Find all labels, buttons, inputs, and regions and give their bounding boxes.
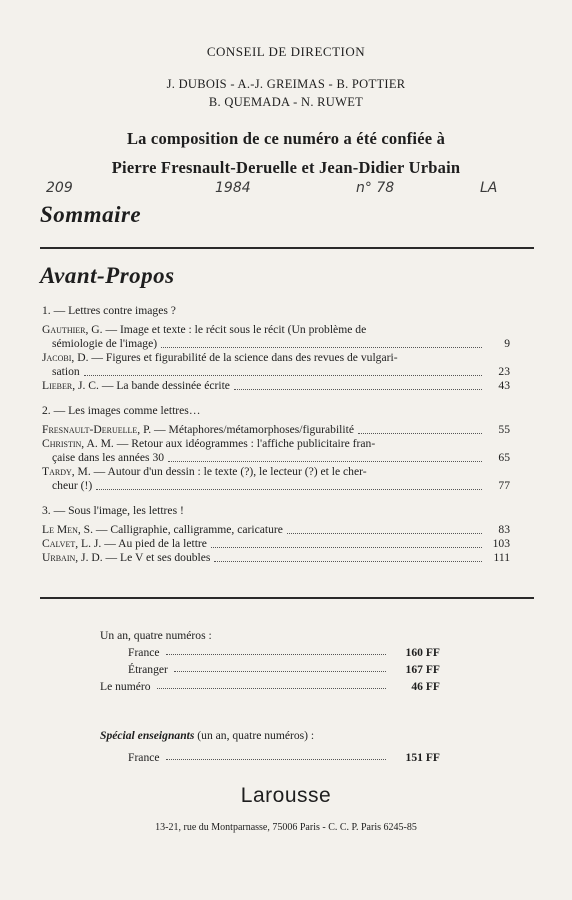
entry-page: 23 (498, 365, 510, 378)
entry-title-line: sation (52, 365, 80, 378)
price-label: Étranger (128, 663, 168, 676)
price-row-etranger (100, 659, 440, 676)
toc-entry-gauthier (42, 323, 510, 351)
section-title: 1. — Lettres contre images ? (42, 304, 176, 317)
section-title: 3. — Sous l'image, les lettres ! (42, 504, 184, 517)
board-members-line-2: B. QUEMADA - N. RUWET (208, 95, 364, 109)
entry-title-line: cheur (!) (52, 479, 93, 492)
entry-title-line: çaise dans les années 30 (52, 451, 165, 464)
section-1 (42, 304, 510, 393)
entry-author: Jacobi, D. (42, 351, 89, 364)
price-label: France (128, 751, 160, 764)
toc-entry-tardy (42, 465, 510, 493)
special-heading-rest: (un an, quatre numéros) : (197, 729, 315, 742)
handwritten-note-initials: LA (480, 180, 498, 196)
entry-title-line: — La bande dessinée écrite (101, 379, 230, 392)
toc-entry-urbain (42, 551, 510, 565)
entry-author: Calvet, L. J. (42, 537, 102, 550)
composition-line-1: La composition de ce numéro a été confiée à (126, 129, 446, 148)
price-row-france (100, 642, 440, 659)
subscription-prices (100, 625, 440, 764)
toc-entry-christin (42, 437, 510, 465)
toc-entry-jacobi (42, 351, 510, 379)
entry-page: 9 (504, 337, 510, 350)
entry-title-line: — Au pied de la lettre (104, 537, 207, 550)
entry-title-line: — Autour d'un dessin : le texte (?), le lecteur (?) et le cher- (93, 465, 367, 478)
entry-author: Urbain, J. D. (42, 551, 103, 564)
board-members-line-1: J. DUBOIS - A.-J. GREIMAS - B. POTTIER (166, 77, 406, 91)
entry-page: 77 (498, 479, 510, 492)
entry-author: Gauthier, G. (42, 323, 103, 336)
entry-author: Le Men, S. (42, 523, 93, 536)
entry-page: 55 (498, 423, 510, 436)
entry-title-line: — Image et texte : le récit sous le récit (Un problème de (105, 323, 367, 336)
subscription-heading: Un an, quatre numéros : (100, 629, 212, 642)
divider-bottom (40, 597, 534, 599)
entry-title-line: — Calligraphie, calligramme, caricature (95, 523, 283, 536)
entry-page: 65 (498, 451, 510, 464)
entry-author: Fresnault-Deruelle, P. (42, 423, 152, 436)
composition-line-2: Pierre Fresnault-Deruelle et Jean-Didier Urbain (111, 158, 461, 177)
entry-page: 111 (493, 551, 510, 564)
price-value: 167 FF (405, 663, 440, 676)
divider-top (40, 247, 534, 249)
entry-title-line: — Retour aux idéogrammes : l'affiche publicitaire fran- (116, 437, 376, 450)
special-heading (100, 725, 440, 742)
entry-title-line: — Figures et figurabilité de la science dans des revues de vulgari- (91, 351, 398, 364)
publisher-name: Larousse (240, 784, 332, 807)
toc-entry-calvet (42, 537, 510, 551)
avant-propos-heading: Avant-Propos (40, 263, 175, 288)
toc-entry-lieber (42, 379, 510, 393)
entry-title-line: sémiologie de l'image) (52, 337, 158, 350)
price-label: France (128, 646, 160, 659)
price-label: Le numéro (100, 680, 151, 693)
price-value: 160 FF (405, 646, 440, 659)
handwritten-note-year: 1984 (215, 180, 251, 196)
entry-title-line: — Le V et ses doubles (105, 551, 211, 564)
entry-author: Christin, A. M. (42, 437, 114, 450)
price-value: 151 FF (405, 751, 440, 764)
price-row-numero (100, 676, 440, 693)
board-title: CONSEIL DE DIRECTION (206, 44, 366, 59)
toc-entry-le-men (42, 523, 510, 537)
sommaire-heading: Sommaire (40, 202, 142, 227)
handwritten-note-209: 209 (46, 180, 73, 196)
entry-page: 103 (492, 537, 510, 550)
publisher-address: 13-21, rue du Montparnasse, 75006 Paris - C. C. P. Paris 6245-85 (155, 822, 417, 833)
section-3 (42, 504, 510, 565)
price-row-special-france (100, 747, 440, 764)
price-value: 46 FF (411, 680, 440, 693)
special-heading-bold: Spécial enseignants (100, 729, 195, 742)
entry-author: Lieber, J. C. (42, 379, 99, 392)
entry-title-line: — Métaphores/métamorphoses/figurabilité (154, 423, 354, 436)
entry-page: 43 (498, 379, 510, 392)
table-of-contents (42, 302, 510, 565)
handwritten-note-issue: n° 78 (356, 180, 395, 196)
toc-entry-fresnault-deruelle (42, 423, 510, 437)
section-title: 2. — Les images comme lettres… (42, 404, 201, 417)
section-2 (42, 404, 510, 493)
entry-author: Tardy, M. (42, 465, 91, 478)
entry-page: 83 (498, 523, 510, 536)
